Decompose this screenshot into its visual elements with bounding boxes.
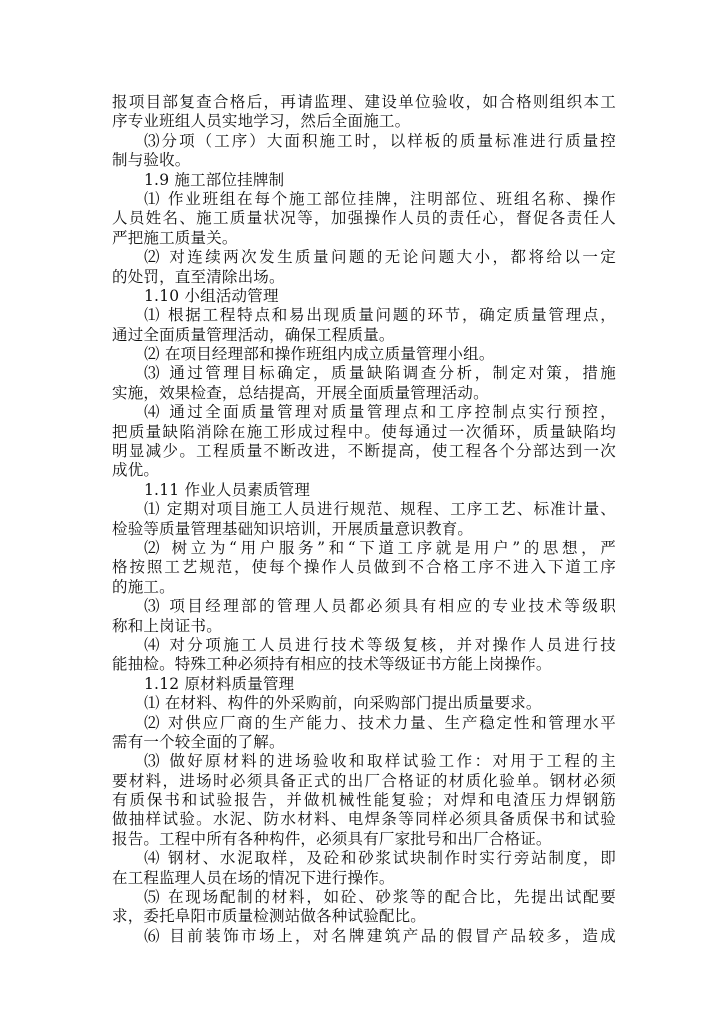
document-page: [112, 93, 616, 946]
text-line: 在工程监理人员在场的情况下进行操作。: [112, 868, 395, 887]
section-heading: 1.11 作业人员素质管理: [144, 480, 311, 499]
text-line: 有质保书和试验报告，并做机械性能复验；对焊和电渣压力焊钢筋: [112, 791, 616, 810]
section-heading: 1.10 小组活动管理: [144, 286, 279, 305]
text-line: 做抽样试验。水泥、防水材料、电焊条等同样必须具备质保书和试验: [112, 810, 616, 829]
text-line: 的处罚，直至清除出场。: [112, 267, 285, 286]
text-line: 人员姓名、施工质量状况等，加强操作人员的责任心，督促各责任人: [112, 209, 616, 228]
text-line: 求，委托阜阳市质量检测站做各种试验配比。: [112, 907, 427, 926]
text-line: 实施，效果检查，总结提高，开展全面质量管理活动。: [112, 383, 489, 402]
text-line: ⑹ 目前装饰市场上，对名牌建筑产品的假冒产品较多，造成: [144, 926, 616, 945]
section-heading: 1.12 原材料质量管理: [144, 674, 295, 693]
text-line: ⑶ 通过管理目标确定，质量缺陷调查分析，制定对策，措施: [144, 364, 616, 383]
text-line: ⑷ 对分项施工人员进行技术等级复核，并对操作人员进行技: [144, 635, 616, 654]
text-line: 严把施工质量关。: [112, 228, 238, 247]
text-line: 称和上岗证书。: [112, 616, 222, 635]
text-line: ⑷ 钢材、水泥取样，及砼和砂浆试块制作时实行旁站制度，即: [144, 849, 616, 868]
text-line: 报项目部复查合格后，再请监理、建设单位验收，如合格则组织本工: [112, 93, 616, 111]
text-line: ⑵ 在项目经理部和操作班组内成立质量管理小组。: [144, 345, 495, 364]
text-line: ⑵ 对连续两次发生质量问题的无论问题大小，都将给以一定: [144, 248, 616, 267]
text-line: 成优。: [112, 461, 160, 480]
text-line: 需有一个较全面的了解。: [112, 732, 285, 751]
text-line: 把质量缺陷消除在施工形成过程中。使每通过一次循环，质量缺陷均: [112, 422, 616, 441]
text-line: ⑴ 根据工程特点和易出现质量问题的环节，确定质量管理点，: [144, 306, 616, 325]
text-line: ⑵ 树立为“用户服务”和“下道工序就是用户”的思想，严: [144, 538, 616, 557]
text-line: ⑵ 对供应厂商的生产能力、技术力量、生产稳定性和管理水平: [144, 713, 616, 732]
text-line: 要材料，进场时必须具备正式的出厂合格证的材质化验单。钢材必须: [112, 771, 616, 790]
text-line: ⑸ 在现场配制的材料，如砼、砂浆等的配合比，先提出试配要: [144, 888, 616, 907]
text-line: ⑷ 通过全面质量管理对质量管理点和工序控制点实行预控，: [144, 403, 616, 422]
text-line: ⑶分项（工序）大面积施工时，以样板的质量标准进行质量控: [144, 131, 616, 150]
text-line: ⑶ 做好原材料的进场验收和取样试验工作：对用于工程的主: [144, 752, 616, 771]
text-line: 通过全面质量管理活动，确保工程质量。: [112, 325, 395, 344]
section-heading: 1.9 施工部位挂牌制: [144, 170, 285, 189]
text-line: 检验等质量管理基础知识培训，开展质量意识教育。: [112, 519, 474, 538]
text-line: 的施工。: [112, 577, 175, 596]
text-line: 序专业班组人员实地学习，然后全面施工。: [112, 112, 411, 131]
text-line: ⑴ 作业班组在每个施工部位挂牌，注明部位、班组名称、操作: [144, 189, 616, 208]
text-line: ⑶ 项目经理部的管理人员都必须具有相应的专业技术等级职: [144, 597, 616, 616]
text-line: 报告。工程中所有各种构件，必须具有厂家批号和出厂合格证。: [112, 829, 552, 848]
text-line: ⑴ 在材料、构件的外采购前，向采购部门提出质量要求。: [144, 694, 542, 713]
text-line: 能抽检。特殊工种必须持有相应的技术等级证书方能上岗操作。: [112, 655, 552, 674]
text-line: ⑴ 定期对项目施工人员进行规范、规程、工序工艺、标准计量、: [144, 500, 616, 519]
text-line: 明显减少。工程质量不断改进，不断提高，使工程各个分部达到一次: [112, 442, 616, 461]
text-line: 制与验收。: [112, 151, 191, 170]
text-line: 格按照工艺规范，使每个操作人员做到不合格工序不进入下道工序: [112, 558, 616, 577]
